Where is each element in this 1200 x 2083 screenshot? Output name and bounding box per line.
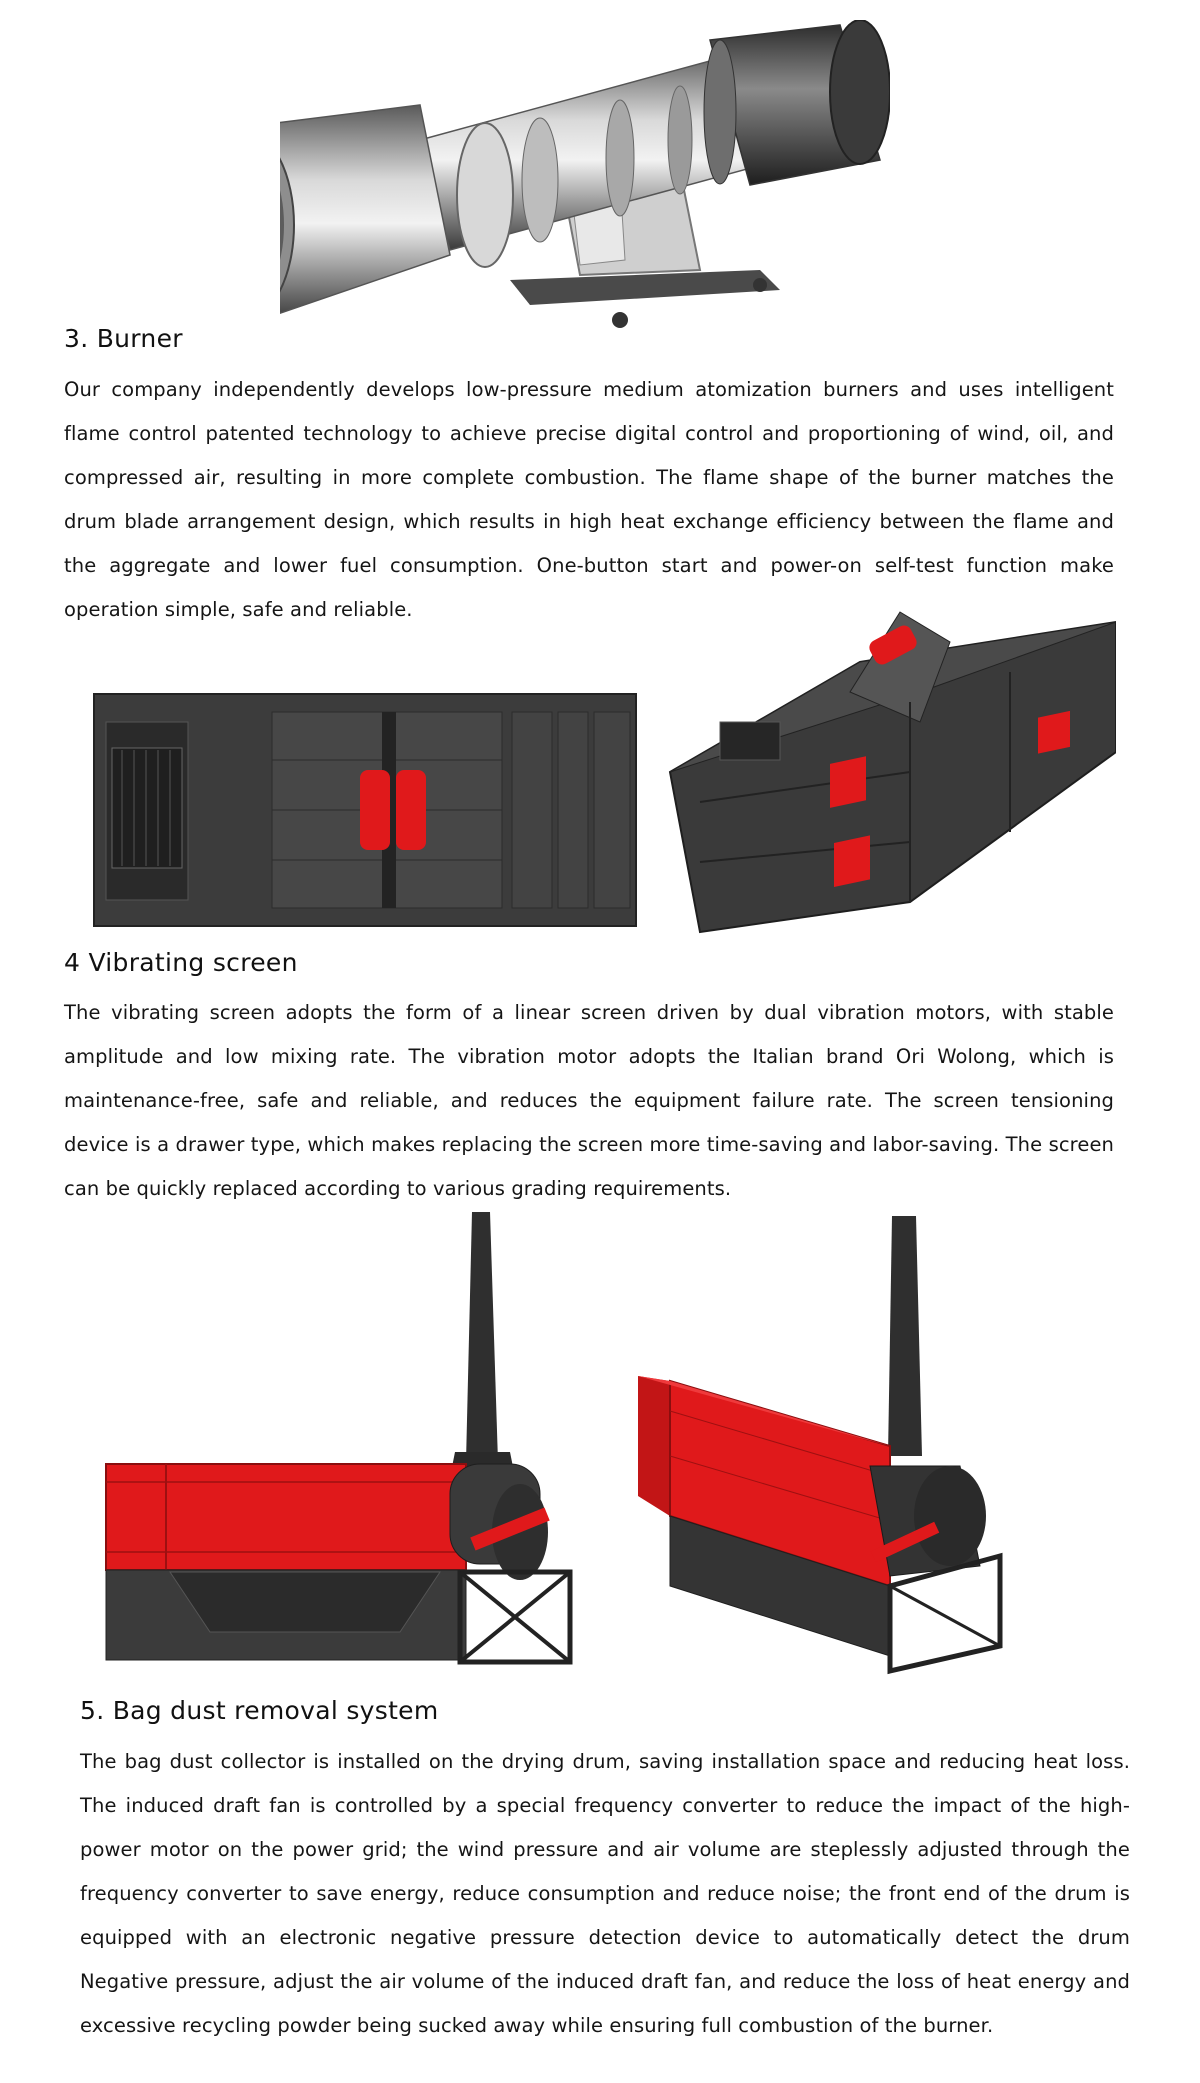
bag-dust-collector-side-view-image	[100, 1212, 580, 1672]
section-body-burner: Our company independently develops low-pressure medium atomization burners and uses intelligent flame control patented technology to achieve precise digital control and proportioning of wind, oil, and compressed air, resulting in more complete combustion. The flame shape of the burner matches the drum blade arrangement design, which results in high heat exchange efficiency between the flame and the aggregate and lower fuel consumption. One-button start and power-on self-test function make operation simple, safe and reliable.	[64, 378, 1114, 621]
vibrating-screen-top-view-image	[92, 690, 640, 930]
section-heading-bag-dust-removal: 5. Bag dust removal system	[80, 1696, 439, 1725]
section-heading-vibrating-screen: 4 Vibrating screen	[64, 948, 298, 977]
burner-image	[280, 20, 890, 360]
bag-dust-collector-iso-view-image	[630, 1216, 1110, 1676]
section-body-vibrating-screen: The vibrating screen adopts the form of a linear screen driven by dual vibration motors, with stable amplitude and low mixing rate. The vibration motor adopts the Italian brand Ori Wolong, which is maintenance-free, safe and reliable, and reduces the equipment failure rate. The screen tensioning device is a drawer type, which makes replacing the screen more time-saving and labor-saving. The screen can be quickly replaced according to various grading requirements.	[64, 1001, 1114, 1200]
section-heading-burner: 3. Burner	[64, 324, 183, 353]
section-body-bag-dust-removal: The bag dust collector is installed on the drying drum, saving installation space and reducing heat loss. The induced draft fan is controlled by a special frequency converter to reduce the impact of the high-power motor on the power grid; the wind pressure and air volume are steplessly adjusted through the frequency converter to save energy, reduce consumption and reduce noise; the front end of the drum is equipped with an electronic negative pressure detection device to automatically detect the drum Negative pressure, adjust the air volume of the induced draft fan, and reduce the loss of heat energy and excessive recycling powder being sucked away while ensuring full combustion of the burner.	[80, 1750, 1130, 2037]
vibrating-screen-iso-view-image	[660, 602, 1116, 942]
